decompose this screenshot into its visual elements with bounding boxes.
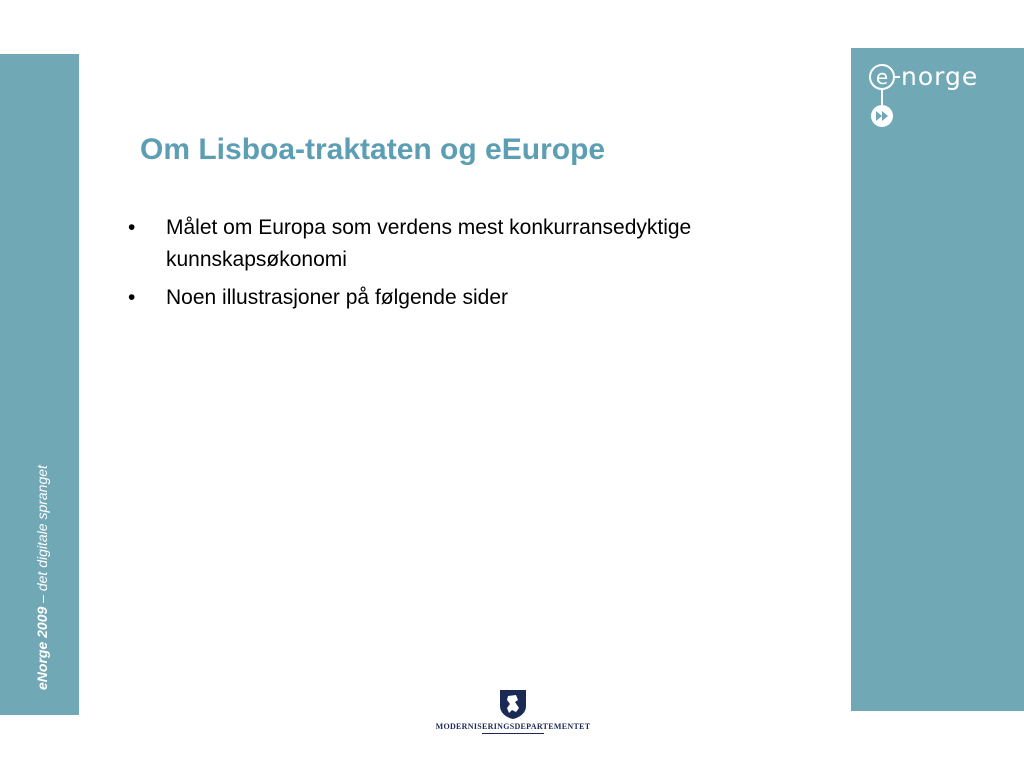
ministry-logo (430, 688, 596, 740)
sidebar-brand: eNorge 2009 (34, 606, 50, 690)
bullet-item (128, 282, 828, 314)
bullet-text: Målet om Europa som verdens mest konkurransedyktige kunnskapsøkonomi (166, 216, 692, 271)
bullet-marker: • (128, 216, 136, 239)
svg-text:e: e (875, 65, 889, 89)
ministry-rule (482, 733, 544, 734)
bullet-text: Noen illustrasjoner på følgende sider (166, 286, 509, 309)
sidebar-tagline: – det digitale spranget (34, 465, 50, 607)
right-band (851, 48, 1024, 711)
ministry-name: MODERNISERINGSDEPARTEMENTET (435, 722, 591, 731)
logo-text: norge (901, 62, 979, 91)
sidebar-caption (34, 465, 50, 690)
coat-of-arms-icon (498, 688, 528, 720)
bullet-marker: • (128, 286, 136, 309)
bullet-item (128, 212, 828, 276)
enorge-logo (869, 60, 999, 132)
bullet-list (128, 212, 828, 320)
slide-title: Om Lisboa-traktaten og eEurope (140, 133, 606, 166)
fast-forward-icon[interactable] (871, 105, 893, 127)
